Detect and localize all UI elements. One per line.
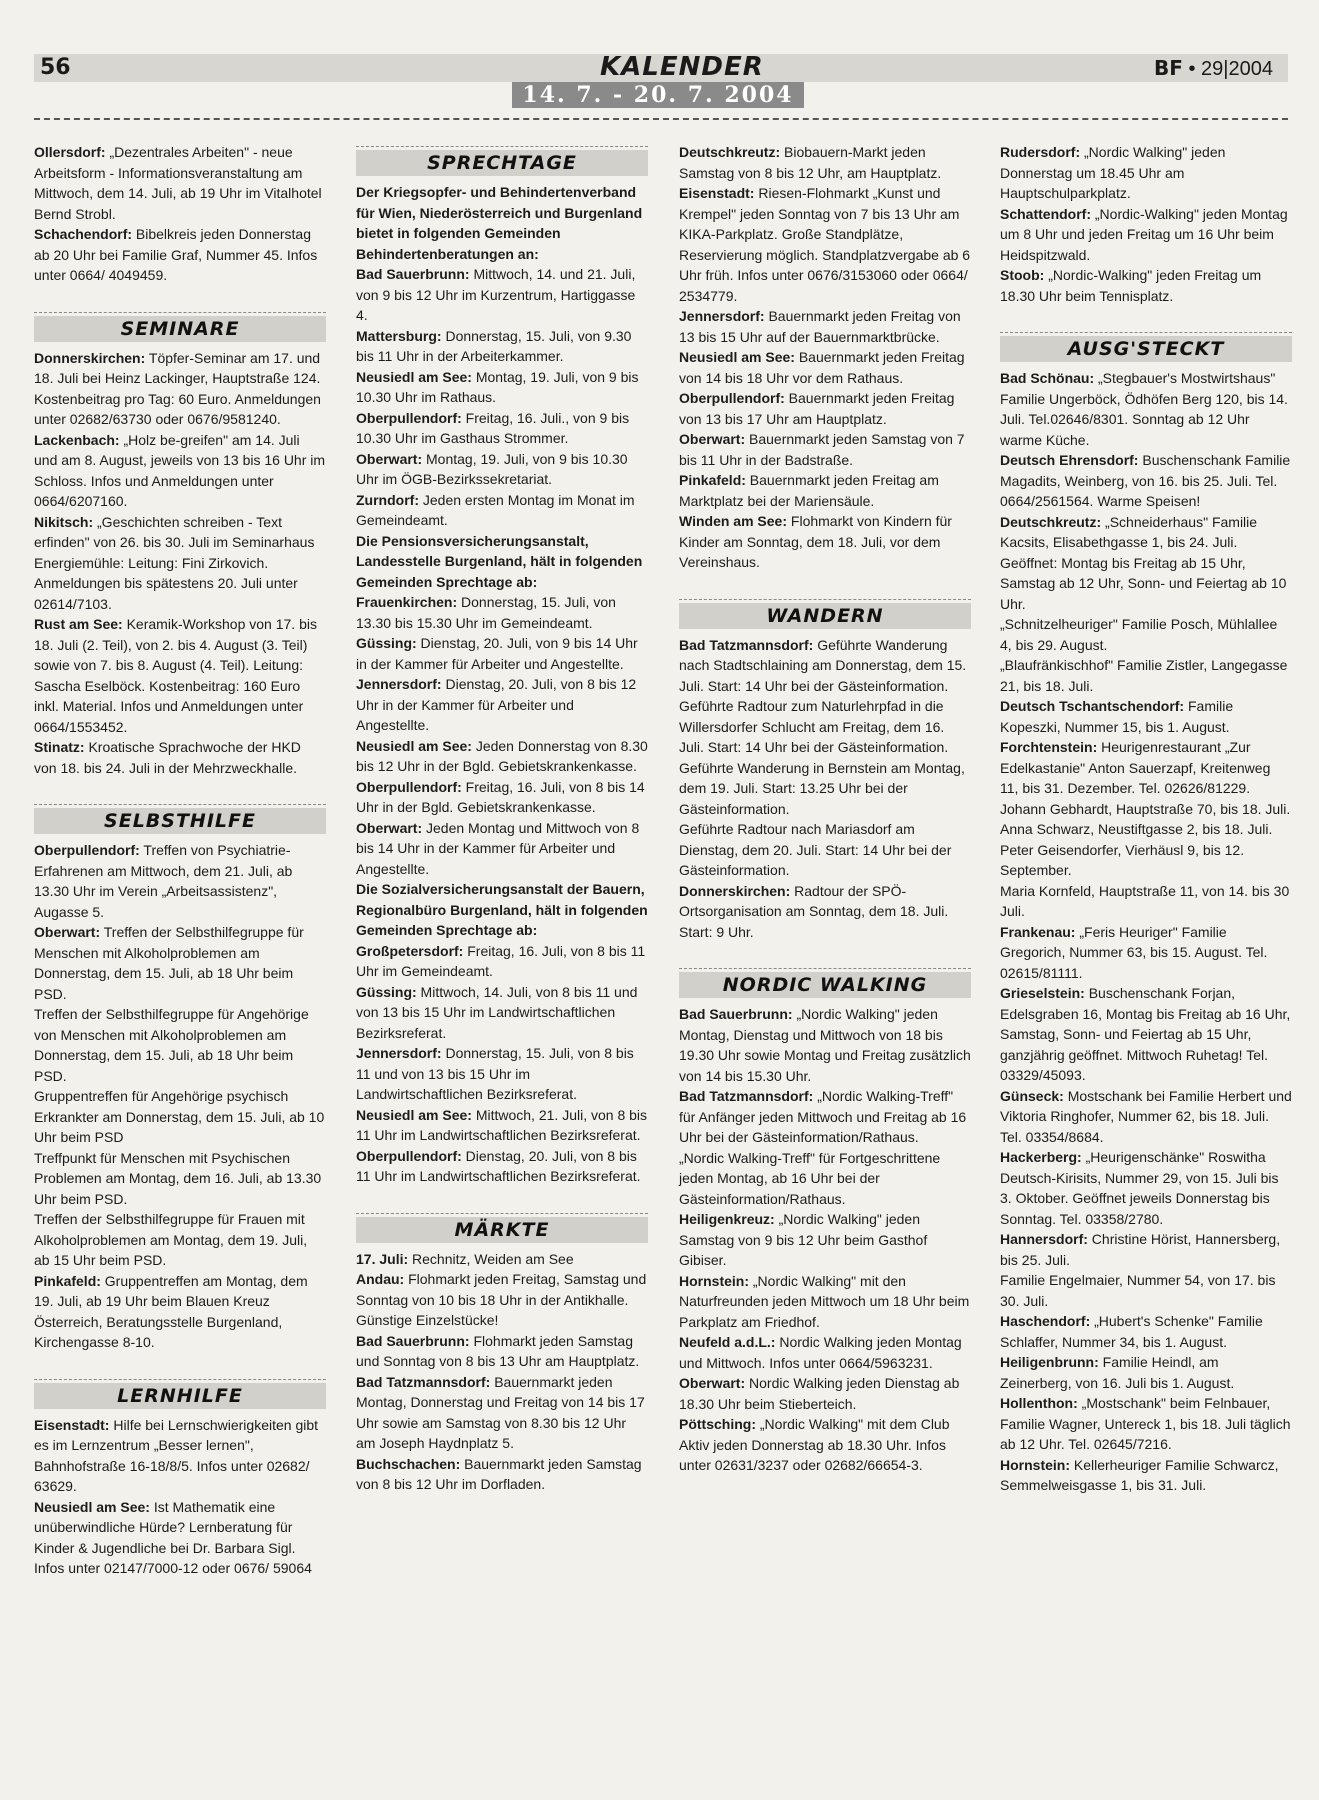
entry-text: Radtour der SPÖ-Ortsorganisation am Sonntag, dem 18. Juli. Start: 9 Uhr. — [679, 882, 949, 940]
calendar-entry — [1000, 1147, 1292, 1229]
calendar-entry — [679, 696, 971, 758]
entry-text: Kroatische Sprachwoche der HKD von 18. bis 24. Juli in der Mehrzweckhalle. — [34, 739, 301, 776]
calendar-entry — [679, 142, 971, 183]
calendar-entry — [356, 264, 648, 326]
entry-text: Treffen der Selbsthilfegruppe für Frauen mit Alkoholproblemen am Montag, dem 19. Juli, ab 15 Uhr beim PSD. — [34, 1211, 308, 1268]
section-rule — [34, 804, 326, 805]
entry-location: 17. Juli: — [356, 1250, 409, 1267]
entry-location: Heiligenbrunn: — [1000, 1354, 1099, 1370]
entry-location: Frauenkirchen: — [356, 594, 458, 610]
calendar-entry — [356, 941, 648, 982]
calendar-entry — [34, 1271, 326, 1353]
entry-location: Deutsch Ehrensdorf: — [1000, 452, 1139, 468]
entry-location: Buchschachen: — [356, 1455, 461, 1472]
section-rule — [1000, 332, 1292, 333]
section-heading — [34, 1379, 326, 1409]
calendar-entry — [1000, 655, 1292, 696]
entry-location: Stoob: — [1000, 267, 1045, 283]
entry-location: Heiligenkreuz: — [679, 1211, 775, 1227]
calendar-entry — [1000, 204, 1292, 266]
entry-location: Güssing: — [356, 635, 417, 651]
entry-text: „Dezentrales Arbeiten" - neue Arbeitsform - Informationsveranstaltung am Mittwoch, dem 14. Juli, ab 19 Uhr im Vitalhotel Bernd Strobl. — [34, 144, 322, 222]
entry-text: Donnerstag, 15. Juli, von 13.30 bis 15.30 Uhr im Gemeindeamt. — [356, 594, 616, 631]
calendar-entry — [679, 635, 971, 697]
calendar-entry — [679, 388, 971, 429]
entry-text: Keramik-Workshop von 17. bis 18. Juli (2. Teil), von 2. bis 4. August (3. Teil) sowie von 7. bis 8. August (4. Teil). Leitung: Sascha Eselböck. Kostenbeitrag: 160 Euro inkl. Material. Infos und Anmeldungen unter 0664/1553452. — [34, 616, 317, 735]
calendar-entry — [1000, 450, 1292, 512]
entry-location: Neusiedl am See: — [356, 737, 472, 754]
calendar-entry — [356, 633, 648, 674]
entry-text: Anna Schwarz, Neustiftgasse 2, bis 18. Juli. — [1000, 821, 1273, 837]
calendar-entry — [356, 982, 648, 1044]
calendar-entry — [34, 1148, 326, 1210]
entry-text: Freitag, 16. Juli, von 8 bis 14 Uhr in der Bgld. Gebietskrankenkasse. — [356, 778, 645, 815]
entry-location: Jennersdorf: — [679, 308, 765, 324]
entry-text: Buschenschank Familie Magadits, Weinberg, von 16. bis 25. Juli. Tel. 0664/2561564. Warme Speisen! — [1000, 452, 1291, 509]
entry-location: Pinkafeld: — [679, 472, 746, 488]
entry-location: Oberwart: — [679, 431, 746, 447]
entry-text: Freitag, 16. Juli, von 8 bis 11 Uhr im Gemeindeamt. — [356, 942, 646, 979]
entry-text: Donnerstag, 15. Juli, von 8 bis 11 und von 13 bis 15 Uhr im Landwirtschaftlichen Bezirksreferat. — [356, 1045, 634, 1102]
entry-text: „Mostschank" beim Felnbauer, Familie Wagner, Untereck 1, bis 18. Juli täglich ab 12 Uhr. Tel. 02645/7216. — [1000, 1395, 1291, 1452]
section-heading — [356, 146, 648, 176]
entry-location: Bad Schönau: — [1000, 370, 1095, 386]
calendar-entry — [679, 511, 971, 573]
entry-text: Mittwoch, 21. Juli, von 8 bis 11 Uhr im Landwirtschaftlichen Bezirksreferat. — [356, 1106, 648, 1143]
calendar-entry — [356, 674, 648, 736]
entry-location: Güssing: — [356, 983, 417, 1000]
entry-location: Hornstein: — [1000, 1456, 1070, 1473]
entry-location: Günseck: — [1000, 1087, 1064, 1104]
entry-text: „Nordic Walking" jeden Donnerstag um 18.45 Uhr am Hauptschulparkplatz. — [1000, 144, 1226, 201]
entry-text: Montag, 19. Juli, von 9 bis 10.30 Uhr im Rathaus. — [356, 368, 639, 405]
entry-location: Nikitsch: — [34, 513, 94, 530]
calendar-entry — [1000, 922, 1292, 984]
column-2 — [356, 142, 648, 1495]
calendar-entry — [679, 1148, 971, 1210]
entry-location: Deutsch Tschantschendorf: — [1000, 698, 1185, 714]
entry-text: Dienstag, 20. Juli, von 9 bis 14 Uhr in der Kammer für Arbeiter und Angestellte. — [356, 635, 638, 672]
entry-text: Familie Engelmaier, Nummer 54, von 17. bis 30. Juli. — [1000, 1272, 1276, 1309]
entry-text: Bauernmarkt jeden Freitag von 14 bis 18 Uhr vor dem Rathaus. — [679, 349, 965, 386]
calendar-entry — [356, 1454, 648, 1495]
section-title: LERNHILFE — [34, 1383, 326, 1409]
calendar-entry — [356, 777, 648, 818]
entry-text: Geführte Wanderung in Bernstein am Montag, dem 19. Juli. Start: 13.25 Uhr bei der Gästeinformation. — [679, 759, 965, 817]
entry-location: Hornstein: — [679, 1272, 749, 1289]
entry-text: Dienstag, 20. Juli, von 8 bis 12 Uhr in der Kammer für Arbeiter und Angestellte. — [356, 676, 637, 733]
calendar-entry — [1000, 368, 1292, 450]
section-title: AUSG'STECKT — [1000, 336, 1292, 362]
calendar-entry — [1000, 1352, 1292, 1393]
entry-text: Gruppentreffen für Angehörige psychisch Erkrankter am Donnerstag, dem 15. Juli, ab 10 Uhr beim PSD — [34, 1088, 325, 1145]
calendar-entry — [1000, 1455, 1292, 1496]
section-rule — [356, 146, 648, 147]
calendar-entry — [1000, 1270, 1292, 1311]
section-title: SELBSTHILFE — [34, 808, 326, 834]
entry-text: „Nordic Walking-Treff" für Fortgeschrittene jeden Montag, ab 16 Uhr bei der Gästeinformation/Rathaus. — [679, 1149, 941, 1207]
entry-text: „Nordic-Walking" jeden Freitag um 18.30 Uhr beim Tennisplatz. — [1000, 267, 1262, 304]
calendar-entry — [34, 1209, 326, 1271]
entry-location: Oberwart: — [356, 450, 423, 467]
entry-location: Mattersburg: — [356, 327, 442, 344]
entry-text: Dienstag, 20. Juli, von 8 bis 11 Uhr im Landwirtschaftlichen Bezirksreferat. — [356, 1147, 641, 1184]
entry-text: Maria Kornfeld, Hauptstraße 11, von 14. bis 30 Juli. — [1000, 882, 1290, 919]
entry-location: Deutschkreutz: — [679, 144, 781, 160]
calendar-entry — [356, 1269, 648, 1331]
entry-location: Haschendorf: — [1000, 1313, 1091, 1329]
entry-text: Geführte Radtour zum Naturlehrpfad in die Willersdorfer Schlucht am Freitag, dem 16. Juli. Start: 14 Uhr bei der Gästeinformation. — [679, 698, 949, 755]
entry-location: Winden am See: — [679, 513, 788, 529]
page-number: 56 — [40, 55, 71, 80]
calendar-entry — [34, 430, 326, 512]
entry-location: Oberpullendorf: — [356, 778, 462, 795]
entry-text: Bauernmarkt jeden Samstag von 7 bis 11 Uhr in der Badstraße. — [679, 431, 965, 468]
entry-text: Ist Mathematik eine unüberwindliche Hürde? Lernberatung für Kinder & Jugendliche bei Dr. Barbara Sigl. Infos unter 02147/7000-12 oder 0676/ 59064 — [34, 1498, 312, 1576]
entry-location: Bad Sauerbrunn: — [679, 1006, 793, 1022]
calendar-entry — [1000, 1393, 1292, 1455]
entry-location: Frankenau: — [1000, 923, 1076, 940]
column-4 — [1000, 142, 1292, 1496]
calendar-entry — [679, 1086, 971, 1148]
entry-text: Jeden ersten Montag im Monat im Gemeindeamt. — [356, 491, 635, 528]
calendar-entry — [356, 1372, 648, 1454]
entry-text: Montag, 19. Juli, von 9 bis 10.30 Uhr im ÖGB-Bezirkssekretariat. — [356, 450, 628, 487]
calendar-entry — [679, 1004, 971, 1086]
entry-location: Donnerskirchen: — [679, 882, 791, 899]
calendar-entry — [679, 347, 971, 388]
entry-location: Hannersdorf: — [1000, 1231, 1088, 1247]
entry-location: Pinkafeld: — [34, 1272, 101, 1289]
section-title: NORDIC WALKING — [679, 972, 971, 998]
calendar-entry — [34, 348, 326, 430]
calendar-entry — [356, 736, 648, 777]
entry-text: „Nordic Walking-Treff" für Anfänger jeden Mittwoch und Freitag ab 16 Uhr bei der Gästeinformation/Rathaus. — [679, 1088, 967, 1145]
entry-text: Buschenschank Forjan, Edelsgraben 16, Montag bis Freitag ab 16 Uhr, Samstag, Sonn- und Feiertag ab 15 Uhr, ganzjährig geöffnet. Mittwoch Ruhetag! Tel. 03329/45093. — [1000, 985, 1291, 1083]
calendar-entry — [679, 429, 971, 470]
entry-location: Oberpullendorf: — [356, 409, 462, 426]
section-heading — [34, 312, 326, 342]
calendar-entry — [356, 1043, 648, 1105]
column-3 — [679, 142, 971, 1476]
entry-text: Jeden Donnerstag von 8.30 bis 12 Uhr in der Bgld. Gebietskrankenkasse. — [356, 737, 648, 774]
entry-text: Bauernmarkt jeden Samstag von 8 bis 12 Uhr im Dorfladen. — [356, 1455, 642, 1492]
entry-location: Jennersdorf: — [356, 1045, 442, 1061]
entry-text: Rechnitz, Weiden am See — [408, 1250, 574, 1267]
calendar-entry — [679, 183, 971, 306]
calendar-entry — [1000, 737, 1292, 799]
calendar-entry — [34, 1004, 326, 1086]
entry-location: Oberwart: — [356, 819, 423, 836]
calendar-entry — [356, 367, 648, 408]
entry-location: Pöttsching: — [679, 1416, 756, 1432]
entry-location: Schachendorf: — [34, 226, 133, 242]
entry-text: Familie Kopeszki, Nummer 15, bis 1. August. — [1000, 698, 1234, 735]
entry-text: Treffen der Selbsthilfegruppe für Menschen mit Alkoholproblemen am Donnerstag, dem 15. Juli, ab 18 Uhr beim PSD. — [34, 924, 304, 1002]
calendar-entry — [679, 881, 971, 943]
date-range: 14. 7. - 20. 7. 2004 — [512, 82, 804, 108]
entry-text: Flohmarkt von Kindern für Kinder am Sonntag, dem 18. Juli, vor dem Vereinshaus. — [679, 513, 952, 570]
calendar-entry — [679, 1332, 971, 1373]
entry-location: Oberpullendorf: — [34, 842, 140, 858]
entry-text: Bauernmarkt jeden Freitag von 13 bis 17 Uhr am Hauptplatz. — [679, 390, 955, 427]
entry-text: Jeden Montag und Mittwoch von 8 bis 14 Uhr in der Kammer für Arbeiter und Angestellte. — [356, 819, 640, 877]
section-heading — [679, 599, 971, 629]
calendar-entry — [356, 818, 648, 880]
entry-location: Bad Tatzmannsdorf: — [679, 1088, 814, 1104]
entry-text: Treffen der Selbsthilfegruppe für Angehörige von Menschen mit Alkoholproblemen am Donnerstag, dem 15. Juli, ab 18 Uhr beim PSD. — [34, 1006, 309, 1084]
intro-paragraph: Die Pensionsversicherungsanstalt, Landesstelle Burgenland, hält in folgenden Gemeinden Sprechtage ab: — [356, 532, 643, 590]
calendar-entry — [1000, 696, 1292, 737]
calendar-entry — [679, 1373, 971, 1414]
calendar-entry — [34, 142, 326, 224]
entry-text: Nordic Walking jeden Montag und Mittwoch. Infos unter 0664/5963231. — [679, 1334, 962, 1371]
calendar-entry — [679, 1209, 971, 1271]
entry-location: Andau: — [356, 1271, 405, 1287]
calendar-entry — [1000, 512, 1292, 615]
entry-location: Schattendorf: — [1000, 205, 1091, 222]
entry-location: Bad Sauerbrunn: — [356, 266, 470, 282]
calendar-entry — [679, 306, 971, 347]
entry-text: Heurigenrestaurant „Zur Edelkastanie" Anton Sauerzapf, Kreitenweg 11, bis 31. Dezember. Tel. 02626/81229. — [1000, 739, 1271, 796]
calendar-entry — [34, 614, 326, 737]
calendar-entry — [34, 512, 326, 615]
entry-location: Oberwart: — [679, 1375, 746, 1391]
entry-text: Treffpunkt für Menschen mit Psychischen Problemen am Montag, dem 16. Juli, ab 13.30 Uhr beim PSD. — [34, 1149, 322, 1207]
intro-paragraph: Die Sozialversicherungsanstalt der Bauern, Regionalbüro Burgenland, hält in folgenden Gemeinden Sprechtage ab: — [356, 881, 648, 938]
entry-location: Neusiedl am See: — [34, 1498, 150, 1515]
entry-text: Christine Hörist, Hannersberg, bis 25. Juli. — [1000, 1231, 1281, 1268]
entry-text: „Nordic Walking" jeden Samstag von 9 bis 12 Uhr beim Gasthof Gibiser. — [679, 1211, 928, 1268]
section-rule — [356, 1213, 648, 1214]
entry-text: Freitag, 16. Juli., von 9 bis 10.30 Uhr im Gasthaus Strommer. — [356, 409, 630, 446]
section-title: MÄRKTE — [356, 1217, 648, 1243]
calendar-entry — [679, 819, 971, 881]
calendar-entry — [34, 1086, 326, 1148]
page-title: KALENDER — [600, 52, 764, 82]
calendar-entry — [1000, 983, 1292, 1086]
entry-text: Nordic Walking jeden Dienstag ab 18.30 Uhr beim Stieberteich. — [679, 1375, 960, 1412]
section-rule — [34, 312, 326, 313]
calendar-entry — [1000, 881, 1292, 922]
entry-text: Bibelkreis jeden Donnerstag ab 20 Uhr bei Familie Graf, Nummer 45. Infos unter 0664/ 4049459. — [34, 226, 318, 283]
entry-location: Bad Sauerbrunn: — [356, 1332, 470, 1349]
entry-text: „Feris Heuriger" Familie Gregorich, Nummer 63, bis 15. August. Tel. 02615/81111. — [1000, 923, 1268, 981]
entry-text: „Holz be-greifen" am 14. Juli und am 8. August, jeweils von 13 bis 16 Uhr im Schloss. Infos und Anmeldungen unter 0664/6207160. — [34, 431, 326, 509]
entry-text: Mittwoch, 14. und 21. Juli, von 9 bis 12 Uhr im Kurzentrum, Hartiggasse 4. — [356, 266, 636, 323]
entry-location: Eisenstadt: — [34, 1416, 110, 1433]
entry-text: Peter Geisendorfer, Vierhäusl 9, bis 12. September. — [1000, 841, 1245, 878]
entry-location: Grieselstein: — [1000, 985, 1085, 1001]
calendar-entry — [679, 758, 971, 820]
entry-location: Bad Tatzmannsdorf: — [356, 1373, 491, 1390]
calendar-entry — [34, 1497, 326, 1579]
entry-text: Johann Gebhardt, Hauptstraße 70, bis 18. Juli. — [1000, 800, 1291, 817]
section-heading — [1000, 332, 1292, 362]
entry-text: Gruppentreffen am Montag, dem 19. Juli, ab 19 Uhr beim Blauen Kreuz Österreich, Beratungsstelle Burgenland, Kirchengasse 8-10. — [34, 1272, 308, 1350]
calendar-entry — [34, 737, 326, 778]
entry-text: „Stegbauer's Mostwirtshaus" Familie Ungerböck, Ödhöfen Berg 120, bis 14. Juli. Tel.02646/8301. Sonntag ab 12 Uhr warme Küche. — [1000, 370, 1288, 448]
calendar-entry — [356, 490, 648, 531]
calendar-entry — [356, 1331, 648, 1372]
entry-text: Bauernmarkt jeden Montag, Donnerstag und Freitag von 14 bis 17 Uhr sowie am Samstag von 8.30 bis 12 Uhr am Joseph Haydnplatz 5. — [356, 1373, 645, 1451]
intro-paragraph: Der Kriegsopfer- und Behindertenverband für Wien, Niederösterreich und Burgenland bietet in folgenden Gemeinden Behindertenberatungen an: — [356, 184, 643, 262]
entry-location: Neufeld a.d.L.: — [679, 1334, 776, 1350]
entry-text: „Hubert's Schenke" Familie Schlaffer, Nummer 34, bis 1. August. — [1000, 1313, 1263, 1350]
entry-text: „Nordic Walking" jeden Montag, Dienstag und Mittwoch von 18 bis 19.30 Uhr sowie Montag und Freitag zusätzlich von 14 bis 15.30 Uhr. — [679, 1006, 971, 1084]
calendar-entry — [356, 408, 648, 449]
calendar-entry — [679, 1271, 971, 1333]
entry-text: „Nordic Walking" mit dem Club Aktiv jeden Donnerstag ab 18.30 Uhr. Infos unter 02631/3237 oder 02682/66654-3. — [679, 1416, 950, 1473]
entry-location: Neusiedl am See: — [679, 349, 795, 365]
entry-location: Oberpullendorf: — [356, 1147, 462, 1164]
entry-location: Hollenthon: — [1000, 1395, 1078, 1411]
entry-text: Mostschank bei Familie Herbert und Viktoria Ringhofer, Nummer 62, bis 18. Juli. Tel. 03354/8684. — [1000, 1087, 1292, 1145]
section-heading — [356, 1213, 648, 1243]
calendar-entry — [1000, 265, 1292, 306]
section-rule — [34, 1379, 326, 1380]
entry-location: Forchtenstein: — [1000, 739, 1098, 755]
issue-bf: BF — [1154, 56, 1183, 80]
section-title: SEMINARE — [34, 316, 326, 342]
calendar-entry — [1000, 819, 1292, 840]
entry-location: Rust am See: — [34, 616, 123, 632]
calendar-entry — [1000, 1086, 1292, 1148]
calendar-entry — [34, 922, 326, 1004]
column-1 — [34, 142, 326, 1579]
entry-text: „Blaufränkischhof" Familie Zistler, Langegasse 21, bis 18. Juli. — [1000, 657, 1288, 694]
entry-location: Bad Tatzmannsdorf: — [679, 636, 814, 653]
entry-location: Rudersdorf: — [1000, 144, 1081, 160]
entry-text: Kellerheuriger Familie Schwarcz, Semmelweisgasse 1, bis 31. Juli. — [1000, 1456, 1279, 1493]
entry-text: Mittwoch, 14. Juli, von 8 bis 11 und von 13 bis 15 Uhr im Landwirtschaftlichen Bezirksreferat. — [356, 983, 638, 1041]
calendar-entry — [679, 1414, 971, 1476]
section-title: WANDERN — [679, 603, 971, 629]
entry-text: „Geschichten schreiben - Text erfinden" von 26. bis 30. Juli im Seminarhaus Energiemühle: Leitung: Fini Zirkovich. Anmeldungen bis spätestens 20. Juli unter 02614/7103. — [34, 513, 315, 612]
calendar-entry — [1000, 1311, 1292, 1352]
entry-text: Donnerstag, 15. Juli, von 9.30 bis 11 Uhr in der Arbeiterkammer. — [356, 327, 632, 364]
entry-text: Bauernmarkt jeden Freitag am Marktplatz bei der Mariensäule. — [679, 472, 939, 509]
entry-text: Geführte Wanderung nach Stadtschlaining am Donnerstag, dem 15. Juli. Start: 14 Uhr bei der Gästeinformation. — [679, 636, 967, 694]
entry-text: „Heurigenschänke" Roswitha Deutsch-Kirisits, Nummer 29, von 15. Juli bis 3. Oktober. Geöffnet jeweils Donnerstag bis Sonntag. Tel. 03358/2780. — [1000, 1149, 1279, 1227]
section-title: SPRECHTAGE — [356, 150, 648, 176]
entry-location: Hackerberg: — [1000, 1149, 1082, 1165]
entry-text: Hilfe bei Lernschwierigkeiten gibt es im Lernzentrum „Besser lernen", Bahnhofstraße 16-18/8/5. Infos unter 02682/ 63629. — [34, 1416, 319, 1494]
entry-location: Oberwart: — [34, 924, 101, 940]
entry-text: „Schneiderhaus" Familie Kacsits, Elisabethgasse 1, bis 24. Juli. Geöffnet: Montag bis Freitag ab 15 Uhr, Samstag ab 12 Uhr, Sonn- und Feiertag ab 10 Uhr. — [1000, 513, 1287, 612]
section-heading — [34, 804, 326, 834]
calendar-entry — [356, 1249, 648, 1270]
calendar-entry — [1000, 1229, 1292, 1270]
entry-location: Donnerskirchen: — [34, 349, 146, 366]
entry-location: Deutschkreutz: — [1000, 513, 1102, 530]
calendar-entry — [356, 592, 648, 633]
entry-location: Stinatz: — [34, 739, 85, 755]
entry-text: Flohmarkt jeden Samstag und Sonntag von 8 bis 13 Uhr am Hauptplatz. — [356, 1332, 640, 1369]
calendar-entry — [34, 224, 326, 286]
entry-text: „Nordic Walking" mit den Naturfreunden jeden Mittwoch um 18 Uhr beim Parkplatz am Friedhof. — [679, 1272, 970, 1330]
entry-location: Neusiedl am See: — [356, 1106, 472, 1123]
entry-location: Lackenbach: — [34, 431, 120, 448]
entry-text: Geführte Radtour nach Mariasdorf am Dienstag, dem 20. Juli. Start: 14 Uhr bei der Gästeinformation. — [679, 821, 952, 878]
entry-location: Zurndorf: — [356, 491, 419, 508]
calendar-entry — [356, 326, 648, 367]
issue-number: • 29|2004 — [1182, 58, 1273, 80]
entry-location: Eisenstadt: — [679, 185, 755, 201]
entry-text: Treffen von Psychiatrie-Erfahrenen am Mittwoch, dem 21. Juli, ab 13.30 Uhr im Verein „Arbeitsassistenz", Augasse 5. — [34, 842, 293, 920]
section-heading — [679, 968, 971, 998]
issue-label — [1154, 54, 1273, 83]
calendar-entry — [356, 1146, 648, 1187]
entry-location: Ollersdorf: — [34, 144, 106, 160]
calendar-entry — [679, 470, 971, 511]
entry-text: Bauernmarkt jeden Freitag von 13 bis 15 Uhr auf der Bauernmarktbrücke. — [679, 308, 961, 345]
header-divider — [34, 118, 1288, 120]
entry-text: Töpfer-Seminar am 17. und 18. Juli bei Heinz Lackinger, Hauptstraße 124. Kostenbeitrag pro Tag: 60 Euro. Anmeldungen unter 02682/63730 oder 0676/9581240. — [34, 349, 321, 427]
calendar-entry — [1000, 799, 1292, 820]
entry-text: Riesen-Flohmarkt „Kunst und Krempel" jeden Sonntag von 7 bis 13 Uhr am KIKA-Parkplatz. Große Standplätze, Reservierung möglich. Standplatzvergabe ab 6 Uhr früh. Infos unter 0676/3153060 oder 0664/ 2534779. — [679, 185, 971, 304]
entry-text: Flohmarkt jeden Freitag, Samstag und Sonntag von 10 bis 18 Uhr in der Antikhalle. Günstige Einzelstücke! — [356, 1271, 647, 1328]
calendar-entry — [34, 840, 326, 922]
entry-text: Biobauern-Markt jeden Samstag von 8 bis 12 Uhr, am Hauptplatz. — [679, 144, 942, 181]
entry-text: „Nordic-Walking" jeden Montag um 8 Uhr und jeden Freitag um 16 Uhr beim Heidspitzwald. — [1000, 205, 1288, 263]
calendar-entry — [1000, 614, 1292, 655]
entry-location: Oberpullendorf: — [679, 390, 785, 406]
section-rule — [679, 599, 971, 600]
entry-location: Neusiedl am See: — [356, 368, 472, 385]
entry-text: „Schnitzelheuriger" Familie Posch, Mühlallee 4, bis 29. August. — [1000, 616, 1278, 653]
calendar-entry — [1000, 142, 1292, 204]
entry-text: Familie Heindl, am Zeinerberg, von 16. Juli bis 1. August. — [1000, 1354, 1235, 1391]
entry-location: Jennersdorf: — [356, 676, 442, 692]
calendar-entry — [356, 1105, 648, 1146]
section-rule — [679, 968, 971, 969]
calendar-entry — [1000, 840, 1292, 881]
calendar-entry — [356, 449, 648, 490]
entry-location: Großpetersdorf: — [356, 942, 464, 959]
calendar-entry — [34, 1415, 326, 1497]
